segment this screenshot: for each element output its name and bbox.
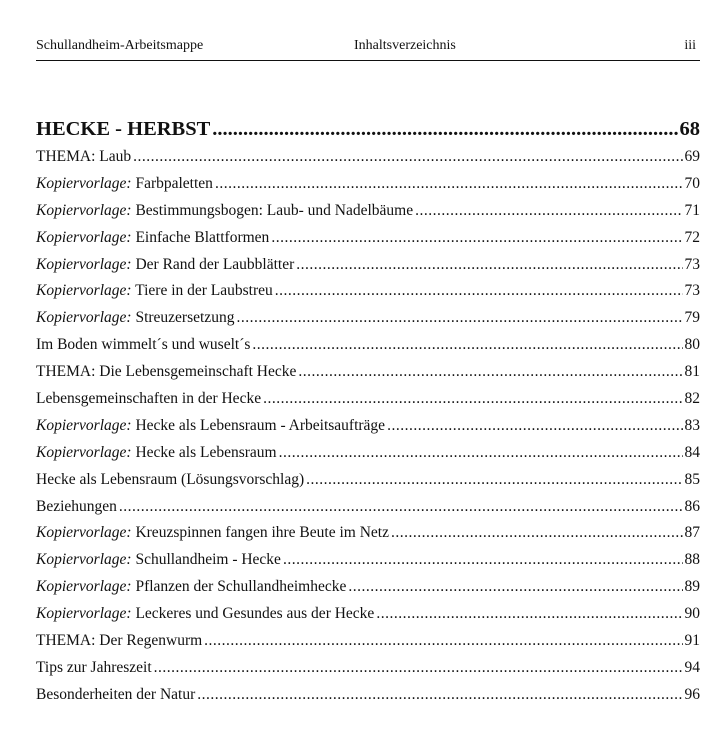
toc-entry bbox=[36, 520, 700, 547]
dot-leader bbox=[296, 252, 682, 279]
dot-leader bbox=[133, 144, 682, 171]
dot-leader bbox=[306, 467, 682, 494]
entry-title bbox=[36, 520, 389, 547]
entry-title bbox=[36, 682, 195, 709]
entry-prefix: Kopiervorlage: bbox=[36, 255, 132, 273]
dot-leader bbox=[197, 682, 682, 709]
entry-title bbox=[36, 467, 304, 494]
dot-leader bbox=[391, 520, 683, 547]
entry-text: Kreuzspinnen fangen ihre Beute im Netz bbox=[131, 524, 389, 542]
dot-leader bbox=[119, 494, 683, 521]
entry-title bbox=[36, 628, 202, 655]
entry-title bbox=[36, 413, 385, 440]
toc-entry bbox=[36, 225, 700, 252]
toc-entry bbox=[36, 494, 700, 521]
entry-text: Schullandheim - Hecke bbox=[131, 551, 281, 569]
dot-leader bbox=[275, 278, 683, 305]
dot-leader bbox=[263, 386, 682, 413]
toc-entry bbox=[36, 413, 700, 440]
dot-leader bbox=[236, 305, 682, 332]
entry-text: Hecke als Lebensraum (Lösungsvorschlag) bbox=[36, 470, 305, 488]
toc-entry bbox=[36, 305, 700, 332]
entry-page-number: 94 bbox=[684, 658, 700, 676]
entry-page-number: 79 bbox=[684, 309, 700, 327]
entry-prefix: Kopiervorlage: bbox=[36, 605, 132, 623]
toc-entry bbox=[36, 440, 700, 467]
dot-leader bbox=[283, 547, 683, 574]
entry-title bbox=[36, 601, 374, 628]
dot-leader bbox=[279, 440, 683, 467]
entry-text: THEMA: Der Regenwurm bbox=[36, 632, 203, 650]
entry-text: Hecke als Lebensraum - Arbeitsaufträge bbox=[131, 416, 386, 434]
toc-entry bbox=[36, 601, 700, 628]
dot-leader bbox=[215, 171, 683, 198]
entry-page-number: 88 bbox=[684, 551, 700, 569]
entry-page-number: 69 bbox=[684, 148, 700, 165]
dot-leader bbox=[204, 628, 682, 655]
entry-text: Farbpaletten bbox=[131, 174, 213, 192]
entry-title bbox=[36, 655, 152, 682]
entry-prefix: Kopiervorlage: bbox=[36, 578, 132, 596]
entry-title bbox=[36, 386, 261, 413]
entry-prefix: Kopiervorlage: bbox=[36, 282, 132, 300]
toc-entry bbox=[36, 655, 700, 682]
entry-prefix: Kopiervorlage: bbox=[36, 416, 132, 434]
entry-text: Bestimmungsbogen: Laub- und Nadelbäume bbox=[131, 201, 414, 219]
entry-title bbox=[36, 171, 213, 198]
toc-entry bbox=[36, 574, 700, 601]
toc-entry bbox=[36, 467, 700, 494]
toc-section-heading bbox=[36, 114, 700, 144]
entry-text: Tiere in der Laubstreu bbox=[131, 282, 273, 300]
toc-entry bbox=[36, 386, 700, 413]
entry-text: Der Rand der Laubblätter bbox=[131, 255, 295, 273]
entry-prefix: Kopiervorlage: bbox=[36, 309, 132, 327]
entry-page-number: 87 bbox=[684, 524, 700, 542]
entry-page-number: 71 bbox=[684, 201, 700, 219]
entry-title bbox=[36, 278, 273, 305]
toc-entry bbox=[36, 682, 700, 709]
header-divider bbox=[36, 60, 700, 61]
entry-title bbox=[36, 547, 281, 574]
entry-page-number: 82 bbox=[684, 390, 700, 408]
entry-text: Leckeres und Gesundes aus der Hecke bbox=[131, 605, 375, 623]
entry-prefix: Kopiervorlage: bbox=[36, 443, 132, 461]
entry-text: Hecke als Lebensraum bbox=[131, 443, 277, 461]
entry-page-number: 90 bbox=[684, 605, 700, 623]
toc-entry bbox=[36, 332, 700, 359]
entry-page-number: 73 bbox=[684, 282, 700, 300]
entry-page-number: 89 bbox=[684, 578, 700, 596]
toc-entry bbox=[36, 144, 700, 171]
entry-title bbox=[36, 305, 234, 332]
toc-entry-list bbox=[36, 144, 700, 709]
header-section-title: Inhaltsverzeichnis bbox=[354, 38, 456, 53]
entry-prefix: Kopiervorlage: bbox=[36, 174, 132, 192]
entry-title bbox=[36, 574, 346, 601]
entry-text: Einfache Blattformen bbox=[131, 228, 270, 246]
entry-title bbox=[36, 252, 294, 279]
entry-page-number: 72 bbox=[684, 228, 700, 246]
section-title: HECKE - HERBST bbox=[36, 118, 211, 140]
entry-page-number: 73 bbox=[684, 255, 700, 273]
entry-prefix: Kopiervorlage: bbox=[36, 551, 132, 569]
entry-page-number: 84 bbox=[684, 443, 700, 461]
entry-text: Im Boden wimmelt´s und wuselt´s bbox=[36, 336, 251, 354]
entry-prefix: Kopiervorlage: bbox=[36, 201, 132, 219]
entry-prefix: Kopiervorlage: bbox=[36, 228, 132, 246]
dot-leader bbox=[348, 574, 682, 601]
entry-title bbox=[36, 494, 117, 521]
entry-page-number: 80 bbox=[684, 336, 700, 354]
entry-text: Streuzersetzung bbox=[131, 309, 235, 327]
dot-leader bbox=[154, 655, 683, 682]
entry-page-number: 83 bbox=[684, 416, 700, 434]
dot-leader bbox=[415, 198, 682, 225]
entry-page-number: 70 bbox=[684, 174, 700, 192]
entry-title bbox=[36, 225, 269, 252]
section-page-number: 68 bbox=[679, 118, 700, 140]
toc-entry bbox=[36, 198, 700, 225]
entry-page-number: 91 bbox=[684, 632, 700, 650]
running-header bbox=[36, 38, 696, 60]
entry-page-number: 86 bbox=[684, 497, 700, 515]
table-of-contents bbox=[36, 114, 700, 709]
entry-title bbox=[36, 332, 250, 359]
dot-leader bbox=[212, 114, 677, 144]
toc-entry bbox=[36, 171, 700, 198]
entry-prefix: Kopiervorlage: bbox=[36, 524, 132, 542]
toc-entry bbox=[36, 359, 700, 386]
entry-text: Beziehungen bbox=[36, 497, 117, 515]
dot-leader bbox=[271, 225, 682, 252]
entry-text: Pflanzen der Schullandheimhecke bbox=[131, 578, 347, 596]
toc-entry bbox=[36, 628, 700, 655]
toc-entry bbox=[36, 252, 700, 279]
entry-title bbox=[36, 359, 296, 386]
entry-title bbox=[36, 144, 131, 171]
entry-page-number: 81 bbox=[684, 363, 700, 381]
dot-leader bbox=[298, 359, 682, 386]
entry-text: THEMA: Die Lebensgemeinschaft Hecke bbox=[36, 363, 297, 381]
dot-leader bbox=[252, 332, 682, 359]
header-page-number: iii bbox=[684, 38, 696, 53]
entry-title bbox=[36, 440, 277, 467]
dot-leader bbox=[376, 601, 682, 628]
toc-entry bbox=[36, 547, 700, 574]
entry-page-number: 85 bbox=[684, 470, 700, 488]
entry-page-number: 96 bbox=[684, 685, 700, 703]
entry-text: Besonderheiten der Natur bbox=[36, 685, 196, 703]
entry-title bbox=[36, 198, 413, 225]
toc-entry bbox=[36, 278, 700, 305]
entry-text: Tips zur Jahreszeit bbox=[36, 658, 152, 676]
header-book-title: Schullandheim-Arbeitsmappe bbox=[36, 38, 204, 53]
entry-text: THEMA: Laub bbox=[36, 148, 132, 165]
entry-text: Lebensgemeinschaften in der Hecke bbox=[36, 390, 262, 408]
dot-leader bbox=[387, 413, 682, 440]
